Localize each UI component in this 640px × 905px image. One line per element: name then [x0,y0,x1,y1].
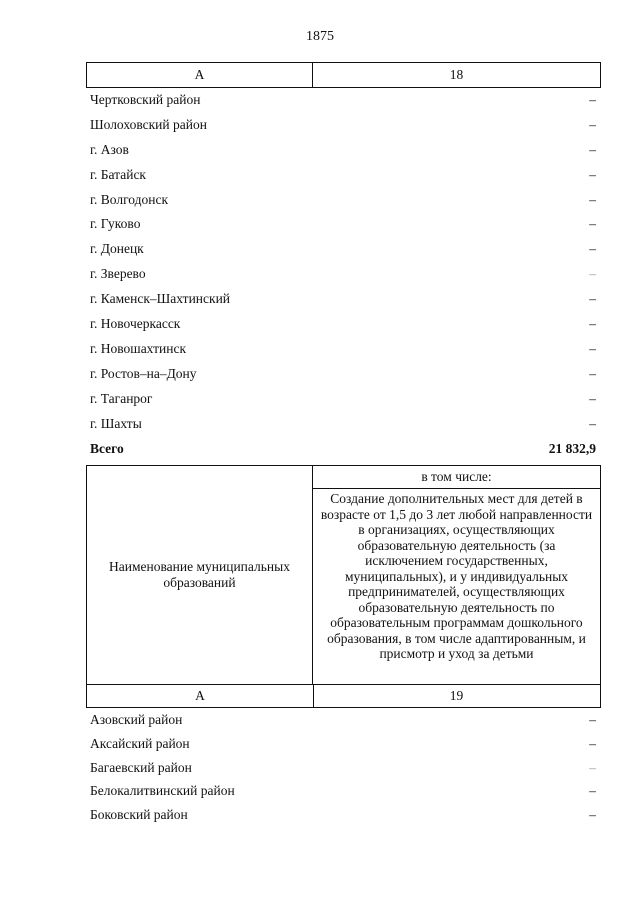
including-header: в том числе: [313,466,600,489]
municipality-name: Белокалитвинский район [90,783,235,799]
table-row [90,388,596,413]
municipality-value: – [589,92,596,107]
municipality-name: г. Шахты [90,415,142,431]
table-row [90,114,596,139]
municipality-value: – [589,390,596,406]
municipality-list-top [90,89,596,437]
municipality-name: Боковский район [90,807,188,823]
municipality-value: – [589,807,596,823]
table-row [90,288,596,313]
page-number: 1875 [306,29,334,44]
municipality-value: – [589,415,596,431]
total-label: Всего [90,441,124,456]
municipality-value: – [589,365,596,381]
municipality-name: Азовский район [90,712,183,727]
table-row [90,164,596,189]
municipality-name: г. Ростов–на–Дону [90,365,197,381]
municipality-name: г. Азов [90,141,129,157]
column-a-header: А [87,63,313,87]
total-row [90,438,596,463]
table-row [90,709,596,733]
municipality-name: г. Новочеркасск [90,316,181,332]
table-row [90,804,596,828]
municipality-name: г. Каменск–Шахтинский [90,291,231,307]
municipality-value: – [589,783,596,799]
municipality-name: г. Донецк [90,241,144,257]
municipality-value: – [589,241,596,257]
second-table-header [86,465,601,708]
municipality-value: – [589,291,596,307]
municipality-value: – [589,340,596,356]
column-a-index: А [87,685,314,707]
municipality-name: г. Гуково [90,216,141,232]
municipality-name: г. Новошахтинск [90,340,186,356]
column-18-header: 18 [449,67,464,82]
table-row [90,757,596,781]
table-row [90,733,596,757]
table-row [90,238,596,263]
municipality-name: г. Волгодонск [90,191,169,207]
municipality-value: – [589,266,596,282]
table-row [90,213,596,238]
table-row [90,263,596,288]
table-row [90,413,596,438]
municipality-value: – [589,759,596,775]
municipality-value: – [589,166,596,182]
table-row [90,338,596,363]
municipality-name: г. Зверево [90,266,146,282]
municipality-name: Шолоховский район [90,116,207,132]
municipality-name-header: Наименование муниципальных образований [87,466,313,684]
column-19-index: 19 [449,688,464,703]
second-header-index-row [87,684,600,707]
column-19-description: Создание дополнительных мест для детей в возрасте от 1,5 до 3 лет любой направленности в организациях, осуществляющих образовательную деятельность (за исключением государственных, муниципальных), и у индивидуальных предпринимателей, осуществляющих образовательную деятельность по образовательным программам дошкольного образования, в том числе адаптированным, и присмотр и уход за детьми [320,491,593,661]
municipality-value: – [589,216,596,232]
municipality-value: – [589,116,596,132]
table-row [90,189,596,214]
municipality-value: – [589,712,596,727]
total-value: 21 832,9 [548,441,596,456]
total-block [90,438,596,463]
municipality-list-bottom [90,709,596,828]
municipality-value: – [589,141,596,157]
municipality-name: Багаевский район [90,759,192,775]
municipality-name: Чертковский район [90,92,201,107]
table-row [90,780,596,804]
municipality-name: г. Таганрог [90,390,153,406]
municipality-name: г. Батайск [90,166,146,182]
table-row [90,363,596,388]
table-row [90,313,596,338]
municipality-value: – [589,316,596,332]
municipality-value: – [589,191,596,207]
table-row [90,89,596,114]
municipality-value: – [589,735,596,751]
municipality-name: Аксайский район [90,735,190,751]
table-row [90,139,596,164]
top-column-header [86,62,601,88]
